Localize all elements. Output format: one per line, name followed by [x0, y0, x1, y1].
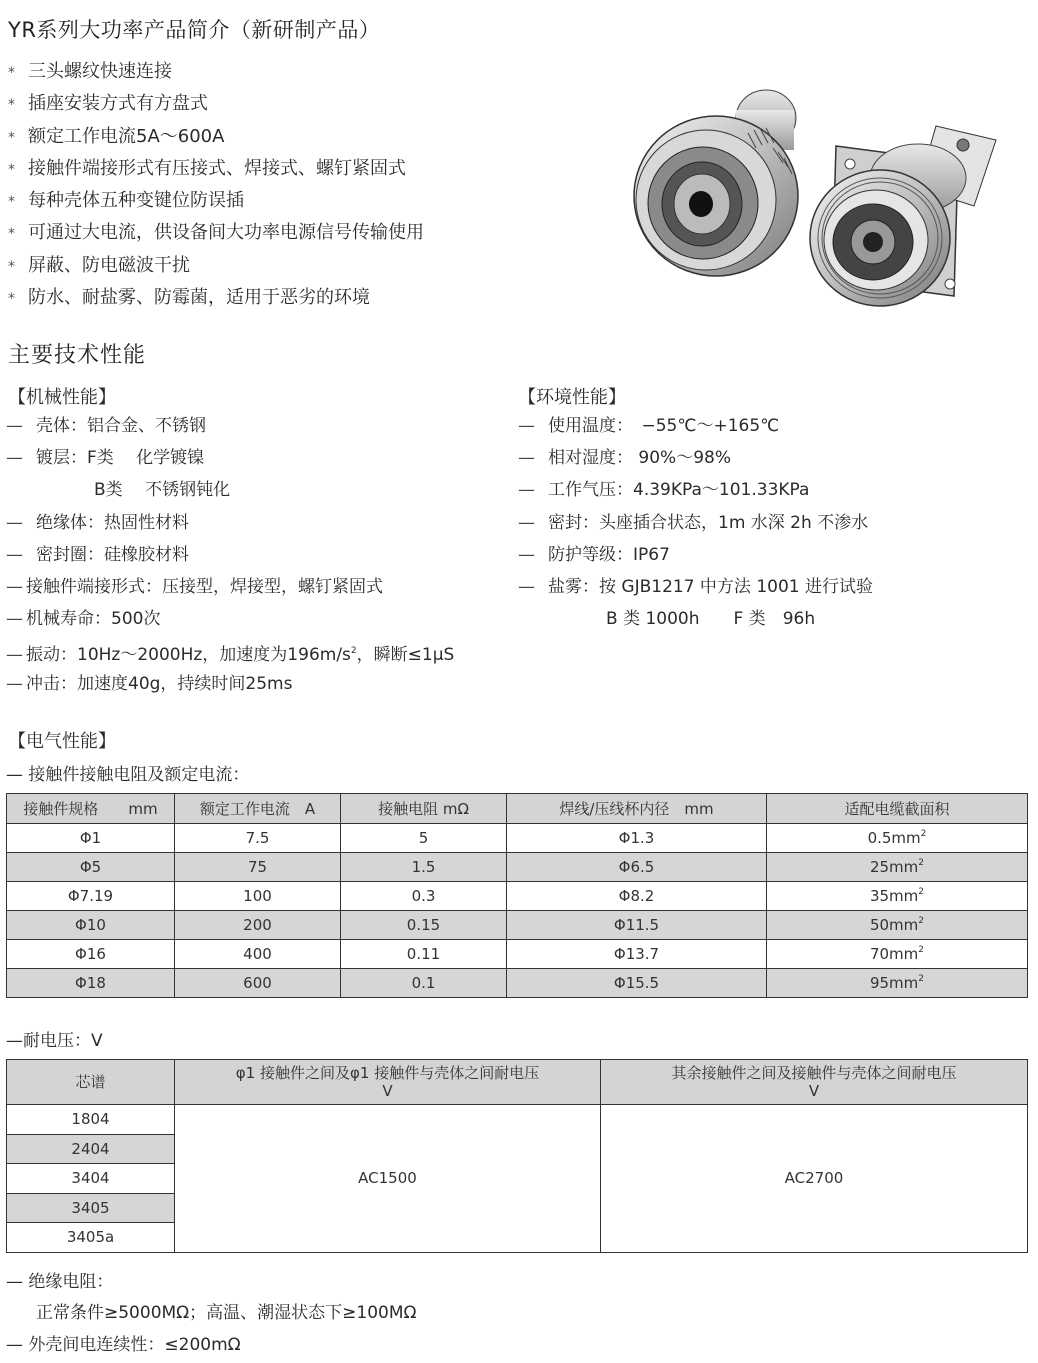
- bullet-star-icon: *: [8, 258, 15, 275]
- spec-item-pressure: — 工作气压：4.39KPa～101.33KPa: [518, 480, 810, 501]
- table-header-row: [7, 1060, 1028, 1105]
- table-row: Φ1 7.5 5 Φ1.3 $0.5mm^2$: [7, 824, 1028, 853]
- table-row: 3405: [7, 1193, 1028, 1223]
- other-voltage-value: AC2700: [601, 1105, 1028, 1253]
- connector-product-image: [618, 88, 1018, 316]
- electrical-heading: 【电气性能】: [8, 731, 116, 752]
- feature-item: * 额定工作电流5A～600A: [8, 123, 424, 155]
- feature-item: * 三头螺纹快速连接: [8, 58, 424, 90]
- shell-continuity: — 外壳间电连续性：≤200mΩ: [6, 1335, 241, 1355]
- spec-item-seal: — 密封圈：硅橡胶材料: [6, 544, 189, 565]
- column-header-other-voltage: 其余接触件之间及接触件与壳体之间耐电压 V: [601, 1060, 1028, 1105]
- column-header-cup-diameter: 焊线/压线杯内径 mm: [507, 794, 767, 824]
- table-row: 2404: [7, 1134, 1028, 1164]
- feature-list: [8, 58, 424, 316]
- spec-item-plating-b: B类 不锈钢钝化: [94, 480, 231, 501]
- spec-item-vibration: — 振动：10Hz～2000Hz，加速度为$196m/s^2$，瞬断≤1μS: [6, 645, 455, 666]
- spec-item-humidity: — 相对湿度： 90%～98%: [518, 448, 731, 469]
- table-row: Φ10 200 0.15 Φ11.5 $50mm^2$: [7, 911, 1028, 940]
- environmental-heading: 【环境性能】: [518, 387, 626, 408]
- bullet-star-icon: *: [8, 129, 15, 146]
- feature-item: * 可通过大电流，供设备间大功率电源信号传输使用: [8, 219, 424, 251]
- page-title: YR系列大功率产品简介（新研制产品）: [8, 18, 381, 42]
- connector-product-illustration-icon: [618, 88, 1018, 316]
- withstand-voltage-table: [6, 1059, 1028, 1253]
- spec-item-life: — 机械寿命：500次: [6, 609, 161, 630]
- spec-item-salt-spray: — 盐雾：按 GJB1217 中方法 1001 进行试验: [518, 576, 873, 597]
- feature-item: * 屏蔽、防电磁波干扰: [8, 252, 424, 284]
- mechanical-heading: 【机械性能】: [8, 387, 116, 408]
- voltage-table-caption: —耐电压：V: [6, 1031, 103, 1051]
- table-row: Φ5 75 1.5 Φ6.5 $25mm^2$: [7, 853, 1028, 882]
- feature-item: * 接触件端接形式有压接式、焊接式、螺钉紧固式: [8, 155, 424, 187]
- column-header-core: 芯谱: [7, 1060, 175, 1105]
- bullet-star-icon: *: [8, 161, 15, 178]
- spec-item-sealing: — 密封：头座插合状态，1m 水深 2h 不渗水: [518, 512, 869, 533]
- environmental-spec-list: [518, 412, 873, 637]
- bullet-star-icon: *: [8, 194, 15, 211]
- table-row: Φ18 600 0.1 Φ15.5 $95mm^2$: [7, 969, 1028, 998]
- spec-item-salt-spray-classes: B 类 1000h F 类 96h: [606, 609, 816, 630]
- table-row: 1804 AC1500 AC2700: [7, 1105, 1028, 1135]
- spec-item-plating: — 镀层：F类 化学镀镍: [6, 448, 205, 469]
- table-row: Φ7.19 100 0.3 Φ8.2 $35mm^2$: [7, 882, 1028, 911]
- spec-item-termination: — 接触件端接形式：压接型，焊接型，螺钉紧固式: [6, 576, 383, 597]
- column-header-phi1-voltage: φ1 接触件之间及φ1 接触件与壳体之间耐电压 V: [175, 1060, 601, 1105]
- column-header-spec: 接触件规格 mm: [7, 794, 175, 824]
- table-row: 3404: [7, 1164, 1028, 1194]
- spec-item-shell: — 壳体：铝合金、不锈钢: [6, 416, 206, 436]
- feature-item: * 防水、耐盐雾、防霉菌，适用于恶劣的环境: [8, 284, 424, 316]
- column-header-resistance: 接触电阻 mΩ: [341, 794, 507, 824]
- insulation-resistance-value: 正常条件≥5000MΩ；高温、潮湿状态下≥100MΩ: [36, 1303, 417, 1323]
- section-heading: 主要技术性能: [8, 343, 147, 368]
- contact-resistance-table: [6, 793, 1028, 998]
- contact-table-caption: — 接触件接触电阻及额定电流：: [6, 765, 250, 785]
- column-header-cable-area: 适配电缆截面积: [767, 794, 1028, 824]
- table-row: 3405a: [7, 1223, 1028, 1253]
- column-header-current: 额定工作电流 A: [175, 794, 341, 824]
- feature-item: * 插座安装方式有方盘式: [8, 90, 424, 122]
- spec-item-temperature: — 使用温度： −55℃～+165℃: [518, 416, 780, 436]
- insulation-resistance-label: — 绝缘电阻：: [6, 1272, 114, 1292]
- feature-item: * 每种壳体五种变键位防误插: [8, 187, 424, 219]
- spec-item-protection: — 防护等级：IP67: [518, 544, 670, 565]
- mechanical-spec-list: [6, 412, 454, 702]
- bullet-star-icon: *: [8, 291, 15, 308]
- spec-item-shock: — 冲击：加速度40g，持续时间25ms: [6, 673, 293, 694]
- table-row: Φ16 400 0.11 Φ13.7 $70mm^2$: [7, 940, 1028, 969]
- bullet-star-icon: *: [8, 65, 15, 81]
- bullet-star-icon: *: [8, 226, 15, 243]
- phi1-voltage-value: AC1500: [175, 1105, 601, 1253]
- table-header-row: [7, 794, 1028, 824]
- bullet-star-icon: *: [8, 97, 15, 114]
- spec-item-insulator: — 绝缘体：热固性材料: [6, 512, 189, 533]
